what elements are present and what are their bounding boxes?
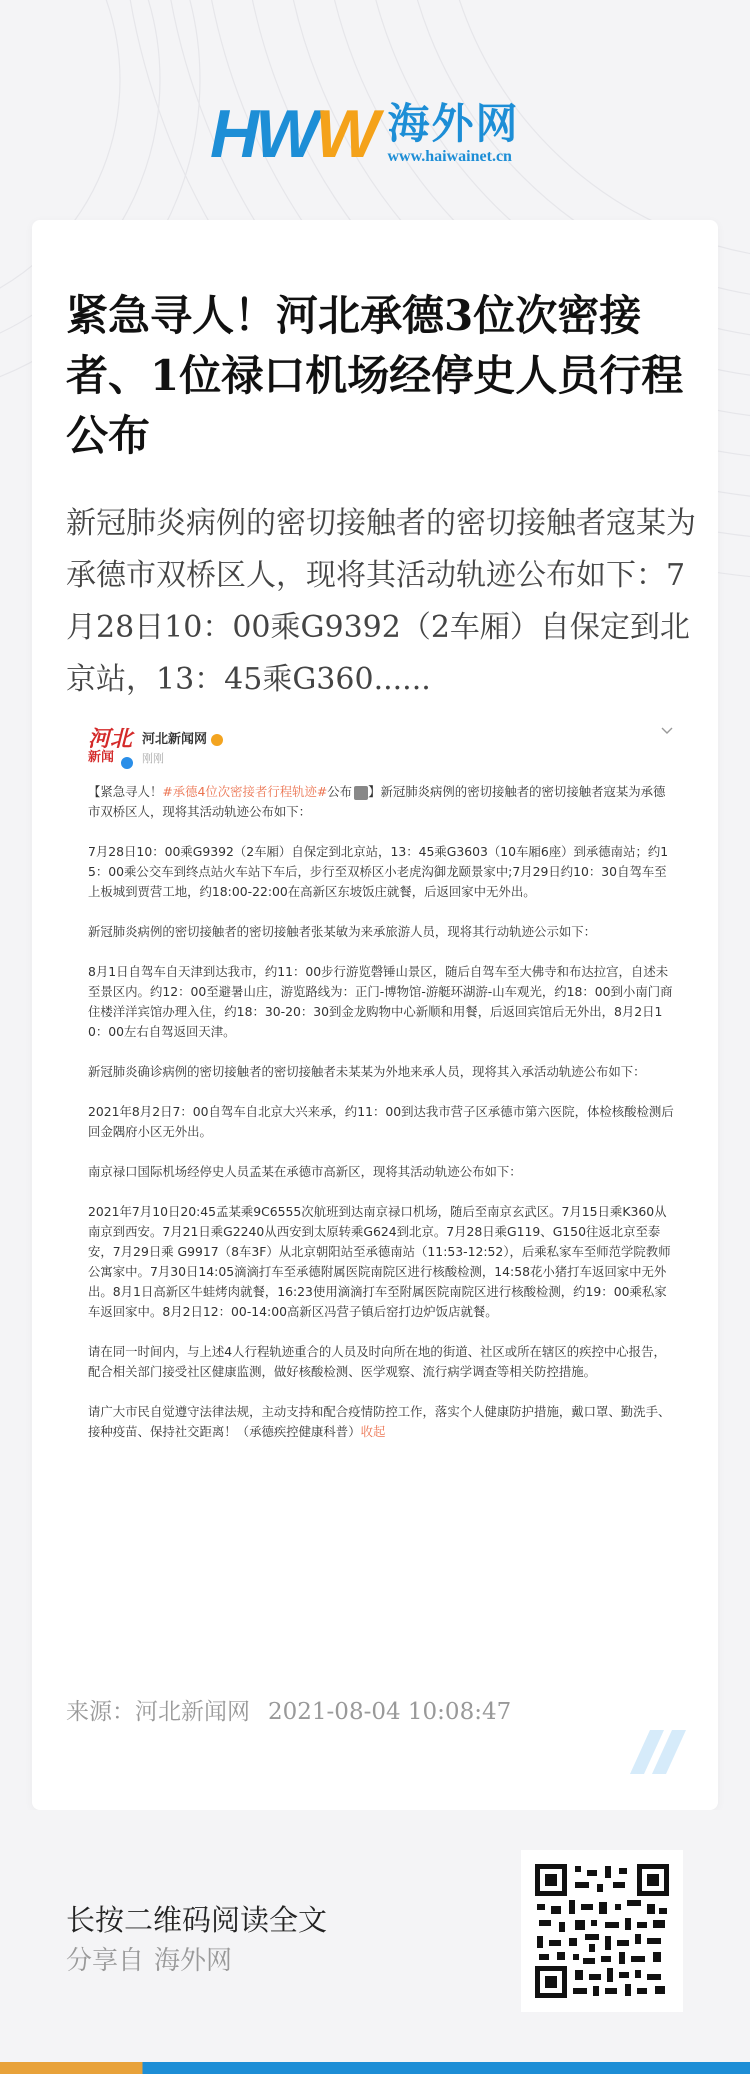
account-avatar: 河北 新闻	[88, 728, 132, 770]
post-time: 刚刚	[142, 752, 164, 765]
post-paragraph-intro: 【紧急寻人！#承德4位次密接者行程轨迹#公布 】新冠肺炎病例的密切接触者的密切接触者寇某为承德市双桥区人，现将其活动轨迹公布如下：	[88, 784, 666, 819]
post-paragraph: 请在同一时间内，与上述4人行程轨迹重合的人员及时向所在地的街道、社区或所在辖区的疾控中心报告，配合相关部门接受社区健康监测，做好核酸检测、医学观察、流行病学调查等相关防控措施。	[88, 1344, 666, 1379]
article-summary: 新冠肺炎病例的密切接触者的密切接触者寇某为承德市双桥区人，现将其活动轨迹公布如下：7月28日10：00乘G9392（2车厢）自保定到北京站，13：45乘G360......	[66, 506, 696, 697]
logo-hww-mark: HWW	[210, 96, 376, 172]
share-source: 分享自 海外网	[66, 1946, 233, 1976]
slash-quote-icon	[630, 1730, 686, 1774]
post-paragraph: 2021年7月10日20:45孟某乘9C6555次航班到达南京禄口机场，随后至南京玄武区。7月15日乘K360从南京到西安。7月21日乘G2240从西安到太原转乘G624到北京。7月28日乘G119、G150往返北京至泰安，7月29日乘 G9917（8车3F）从北京朝阳站至承德南站（11:53-12:52），后乘私家车至师范学院教师公寓家中。7月30日14:05滴滴打车至承德附属医院南院区进行核酸检测，14:58花小猪打车返回家中无外出。8月1日高新区牛蛙烤肉就餐，16:23使用滴滴打车至附属医院南院区进行核酸检测，约19：00乘私家车返回家中。8月2日12：00-14:00高新区冯营子镇后窑打边炉饭店就餐。	[88, 1204, 671, 1319]
article-title: 紧急寻人！河北承德3位次密接者、1位禄口机场经停史人员行程公布	[66, 291, 684, 460]
qr-code[interactable]	[521, 1850, 683, 2012]
logo-chinese-name: 海外网	[387, 99, 520, 148]
post-paragraph-last: 请广大市民自觉遵守法律法规，主动支持和配合疫情防控工作，落实个人健康防护措施，戴口罩、勤洗手、接种疫苗、保持社交距离！（承德疾控健康科普）收起	[88, 1404, 671, 1439]
article-source-line	[66, 1693, 511, 1726]
gold-badge-icon	[211, 734, 223, 746]
verified-icon	[120, 756, 134, 770]
post-paragraph: 南京禄口国际机场经停史人员孟某在承德市高新区，现将其活动轨迹公布如下：	[88, 1164, 522, 1179]
chevron-down-icon[interactable]	[660, 724, 674, 738]
post-paragraph: 2021年8月2日7：00自驾车自北京大兴来承，约11：00到达我市营子区承德市第六医院，体检核酸检测后回金隅府小区无外出。	[88, 1104, 674, 1139]
emoji-icon	[354, 786, 368, 800]
collapse-link[interactable]: 收起	[360, 1424, 386, 1439]
bottom-accent-bar	[0, 2062, 750, 2074]
post-paragraph: 8月1日自驾车自天津到达我市，约11：00步行游览磬锤山景区，随后自驾车至大佛寺和布达拉宫，自述未至景区内。约12：00至避暑山庄，游览路线为：正门-博物馆-游艇环湖游-山车观光，约18：00到小南门商住楼洋洋宾馆办理入住，约18：30-20：30到金龙购物中心新顺和用餐，后返回宾馆后无外出，8月2日10：00左右自驾返回天津。	[88, 964, 673, 1039]
account-name[interactable]: 河北新闻网	[142, 728, 223, 747]
weibo-post-body	[88, 782, 674, 1442]
logo-url: www.haiwainet.cn	[387, 148, 512, 165]
publish-datetime: 2021-08-04 10:08:47	[268, 1699, 512, 1725]
weibo-post-header	[88, 722, 674, 782]
weibo-post-screenshot	[88, 722, 674, 1462]
haiwainet-logo	[210, 98, 520, 170]
qr-code-icon	[535, 1864, 669, 1998]
source-label: 来源：河北新闻网	[66, 1699, 250, 1725]
read-full-prompt: 长按二维码阅读全文	[66, 1903, 328, 1937]
topic-tag-link[interactable]: #承德4位次密接者行程轨迹#	[162, 784, 328, 799]
post-paragraph: 7月28日10：00乘G9392（2车厢）自保定到北京站，13：45乘G3603（10车厢6座）到承德南站；约15：00乘公交车到终点站火车站下车后，步行至双桥区小老虎沟御龙颐景家中;7月29日约10：30自驾车至上板城到贾营工地，约18:00-22:00在高新区东坡饭庄就餐，后返回家中无外出。	[88, 844, 669, 899]
post-paragraph: 新冠肺炎病例的密切接触者的密切接触者张某敏为来承旅游人员，现将其行动轨迹公示如下：	[88, 924, 597, 939]
post-paragraph: 新冠肺炎确诊病例的密切接触者的密切接触者未某某为外地来承人员，现将其入承活动轨迹公布如下：	[88, 1064, 646, 1079]
